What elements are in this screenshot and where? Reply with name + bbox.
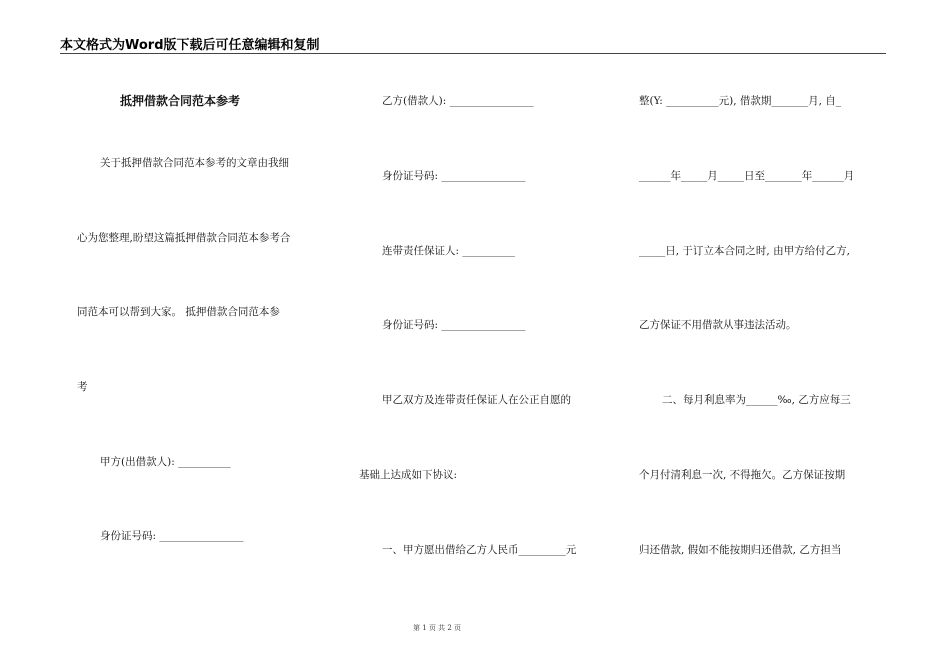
col3-line-3: _____日, 于订立本合同之时, 由甲方给付乙方, — [639, 245, 850, 257]
col1-line-4: 考 — [77, 381, 88, 393]
col2-line-1: 乙方(借款人): ________________ — [382, 95, 534, 107]
col1-line-1: 关于抵押借款合同范本参考的文章由我细 — [100, 157, 289, 169]
document-header: 本文格式为Word版下载后可任意编辑和复制 — [60, 38, 320, 53]
col3-line-4: 乙方保证不用借款从事违法活动。 — [639, 319, 797, 331]
col3-line-7: 归还借款, 假如不能按期归还借款, 乙方担当 — [639, 544, 842, 556]
header-rule — [60, 53, 886, 54]
col2-line-2: 身份证号码: ________________ — [382, 170, 526, 182]
col1-line-2: 心为您整理,盼望这篇抵押借款合同范本参考合 — [77, 232, 291, 244]
page-footer: 第 1 页 共 2 页 — [413, 624, 462, 632]
col2-line-4: 身份证号码: ________________ — [382, 319, 526, 331]
col1-line-3: 同范本可以帮到大家。 抵押借款合同范本参 — [77, 306, 280, 318]
col3-line-5: 二、每月利息率为______‰, 乙方应每三 — [662, 394, 851, 406]
col1-line-5: 甲方(出借款人): __________ — [100, 456, 231, 468]
col3-line-2: ______年_____月_____日至_______年______月 — [639, 170, 855, 182]
col2-line-3: 连带责任保证人: __________ — [382, 245, 515, 257]
col3-line-1: 整(Y: __________元), 借款期_______月, 自_ — [639, 95, 842, 107]
col2-line-7: 一、甲方愿出借给乙方人民币_________元 — [382, 544, 577, 556]
col2-line-6: 基础上达成如下协议: — [359, 469, 458, 481]
document-title: 抵押借款合同范本参考 — [120, 94, 241, 108]
col1-line-6: 身份证号码: ________________ — [100, 530, 244, 542]
col2-line-5: 甲乙双方及连带责任保证人在公正自愿的 — [382, 394, 571, 406]
col3-line-6: 个月付清利息一次, 不得拖欠。乙方保证按期 — [639, 469, 846, 481]
